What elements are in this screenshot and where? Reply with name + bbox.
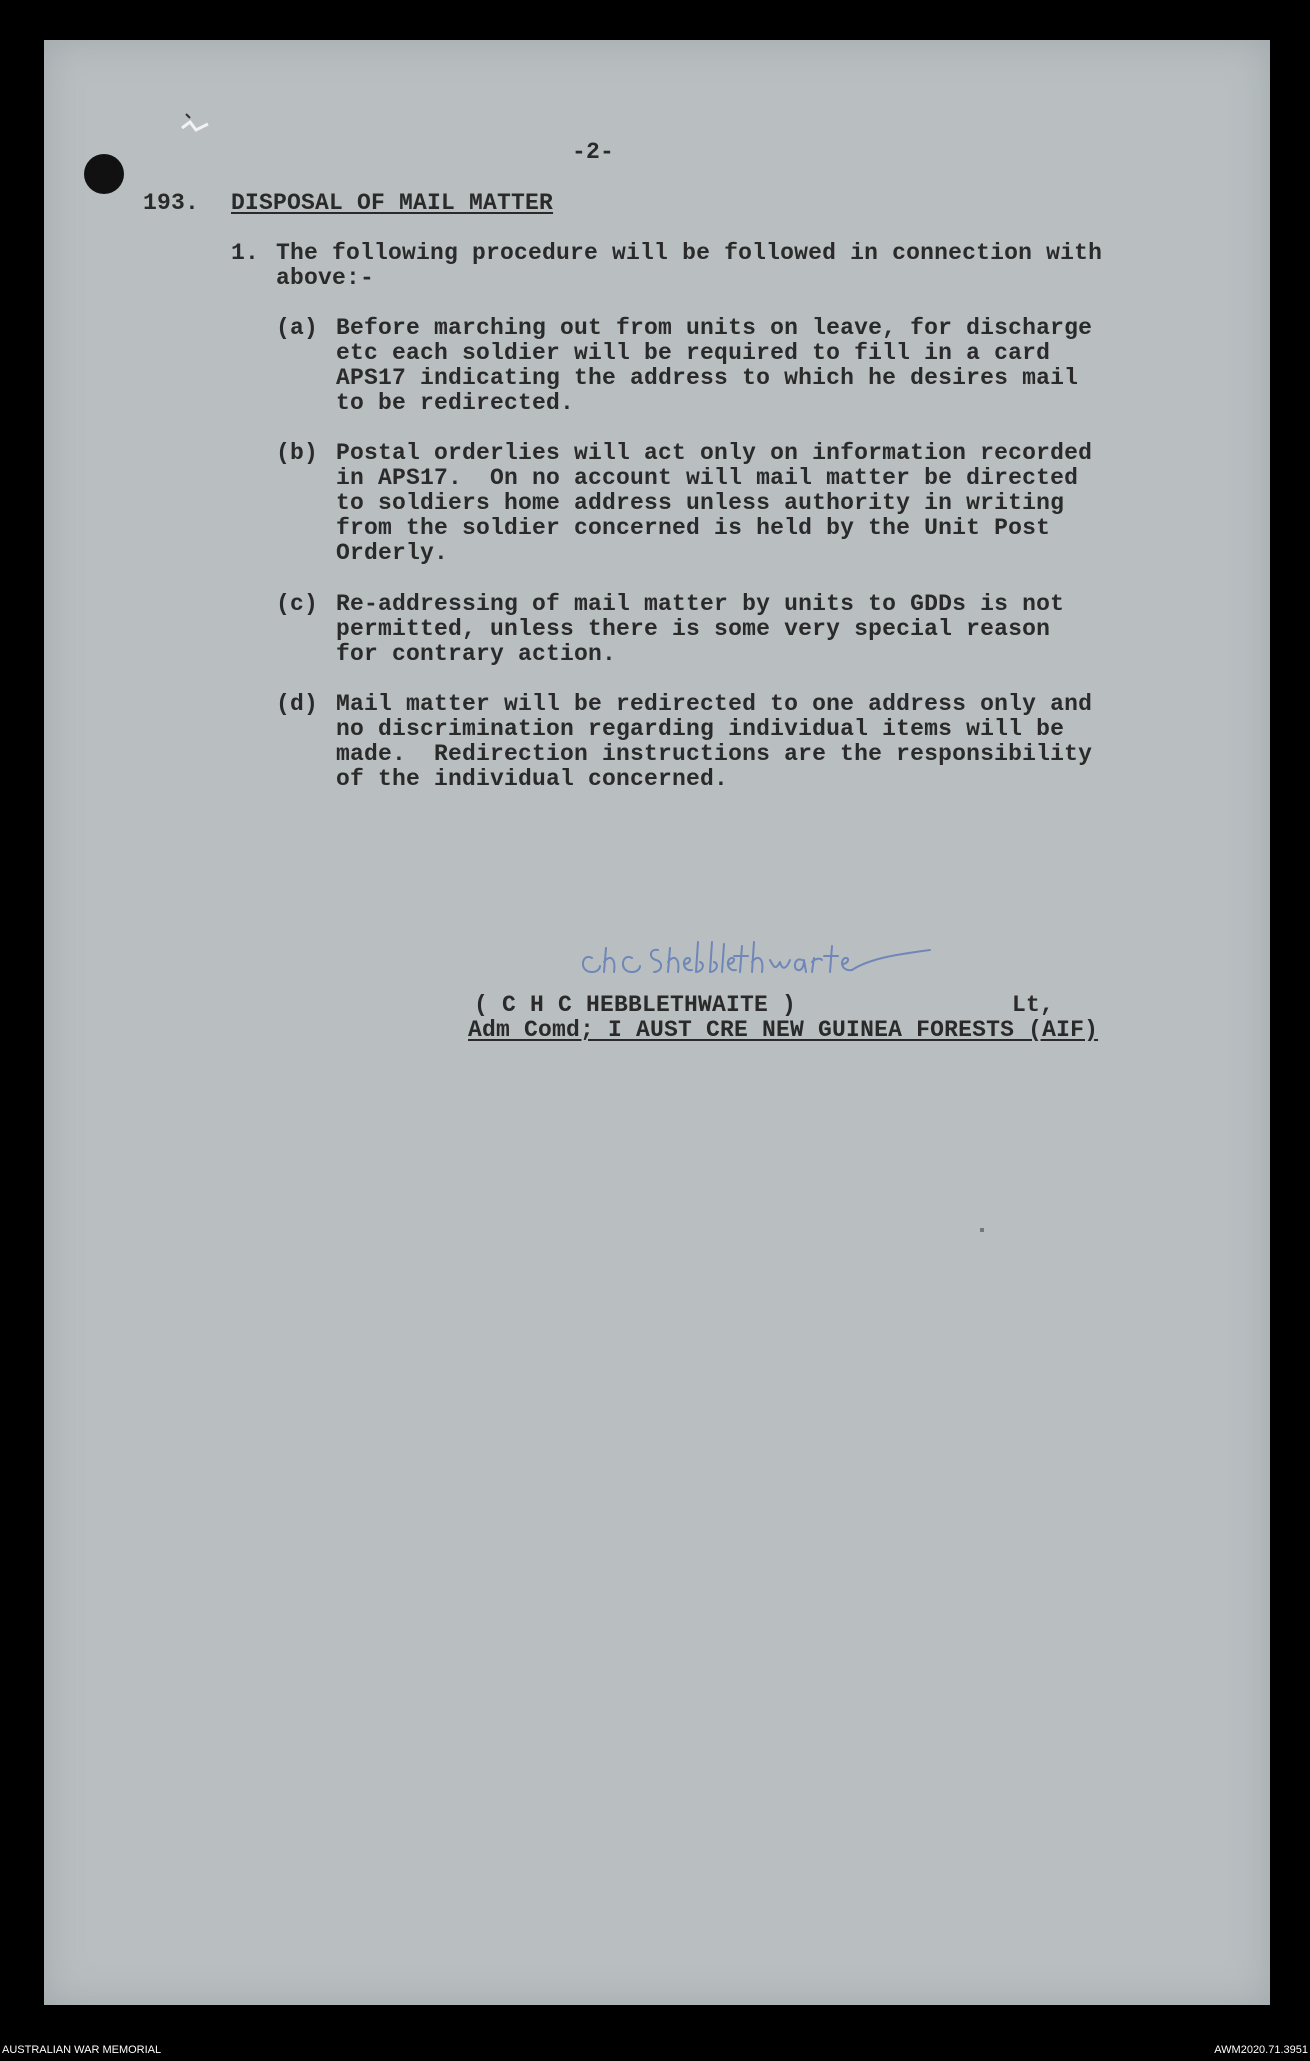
- item-line: APS17 indicating the address to which he desires mail: [336, 365, 1079, 391]
- item-line: Mail matter will be redirected to one address only and: [336, 691, 1093, 717]
- item-line: etc each soldier will be required to fill in a card: [336, 340, 1051, 366]
- footer-accession-number: AWM2020.71.3951: [1214, 2044, 1308, 2056]
- item-line: from the soldier concerned is held by the Unit Post: [336, 515, 1051, 541]
- item-line: no discrimination regarding individual items will be: [336, 716, 1065, 742]
- paragraph-line: The following procedure will be followed in connection with: [276, 240, 1103, 266]
- item-line: made. Redirection instructions are the responsibility: [336, 741, 1093, 767]
- signatory-title: Adm Comd; I AUST CRE NEW GUINEA FORESTS (AIF): [468, 1017, 1099, 1043]
- punch-hole: [84, 154, 124, 194]
- page-number: -2-: [572, 139, 615, 165]
- paper-tear-mark: [178, 108, 212, 142]
- signatory-rank: Lt,: [1012, 992, 1055, 1018]
- item-label: (a): [276, 315, 319, 341]
- section-title: DISPOSAL OF MAIL MATTER: [231, 190, 554, 216]
- item-label: (b): [276, 440, 319, 466]
- item-line: permitted, unless there is some very special reason: [336, 616, 1051, 642]
- paragraph-line: above:-: [276, 265, 375, 291]
- item-line: in APS17. On no account will mail matter be directed: [336, 465, 1079, 491]
- item-line: to soldiers home address unless authority in writing: [336, 490, 1065, 516]
- item-line: for contrary action.: [336, 641, 617, 667]
- item-line: Re-addressing of mail matter by units to GDDs is not: [336, 591, 1065, 617]
- item-line: Postal orderlies will act only on information recorded: [336, 440, 1093, 466]
- section-number: 193.: [143, 190, 200, 216]
- paper-speck: [980, 1228, 984, 1232]
- item-line: of the individual concerned.: [336, 766, 729, 792]
- item-label: (c): [276, 591, 319, 617]
- signatory-name: ( C H C HEBBLETHWAITE ): [474, 992, 797, 1018]
- item-label: (d): [276, 691, 319, 717]
- item-line: Before marching out from units on leave, for discharge: [336, 315, 1093, 341]
- paragraph-number: 1.: [231, 240, 260, 266]
- item-line: to be redirected.: [336, 390, 575, 416]
- footer-institution: AUSTRALIAN WAR MEMORIAL: [2, 2044, 162, 2056]
- handwritten-signature: [570, 928, 1010, 988]
- item-line: Orderly.: [336, 540, 449, 566]
